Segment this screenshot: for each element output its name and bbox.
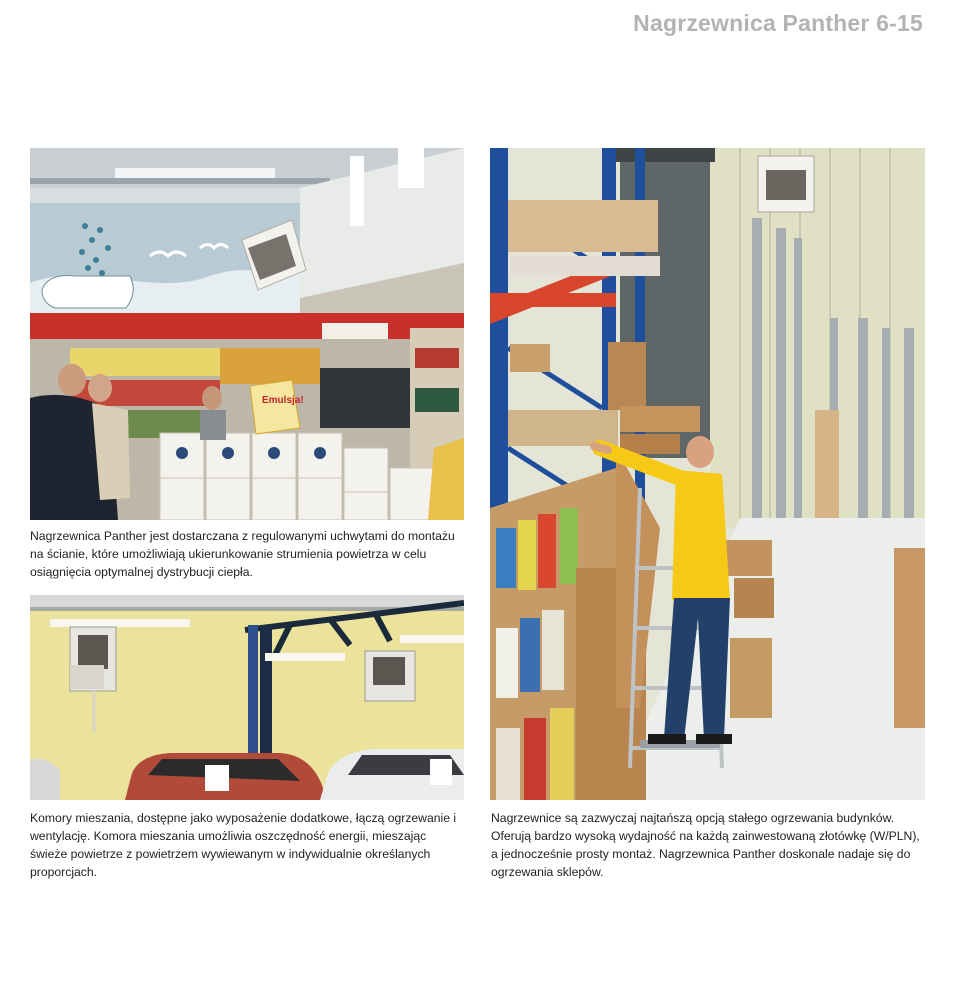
garage-photo — [30, 595, 464, 800]
warehouse-caption: Nagrzewnice są zazwyczaj najtańszą opcją stałego ogrzewania budynków. Oferują bardzo wysoką wydajność na każdą zainwestowaną złotówkę (W/PLN), a jednocześnie prosty montaż. Nagrzewnica Panther doskonale nadaje się do ogrzewania sklepów. — [491, 811, 920, 879]
shop-photo — [30, 148, 464, 520]
warehouse-photo — [490, 148, 925, 800]
sign-text: Emulsja! — [262, 395, 304, 406]
garage-caption: Komory mieszania, dostępne jako wyposażenie dodatkowe, łączą ogrzewanie i wentylację. Komora mieszania umożliwia oszczędność energii, mieszając świeże powietrze z powietrzem wywiewanym w indywidualnie określanych proporcjach. — [30, 811, 457, 879]
page-title: Nagrzewnica Panther 6-15 — [633, 10, 923, 36]
shop-caption: Nagrzewnica Panther jest dostarczana z regulowanymi uchwytami do montażu na ścianie, które umożliwiają ukierunkowanie strumienia powietrza w celu osiągnięcia optymalnej dystrybucji ciepła. — [30, 529, 455, 579]
